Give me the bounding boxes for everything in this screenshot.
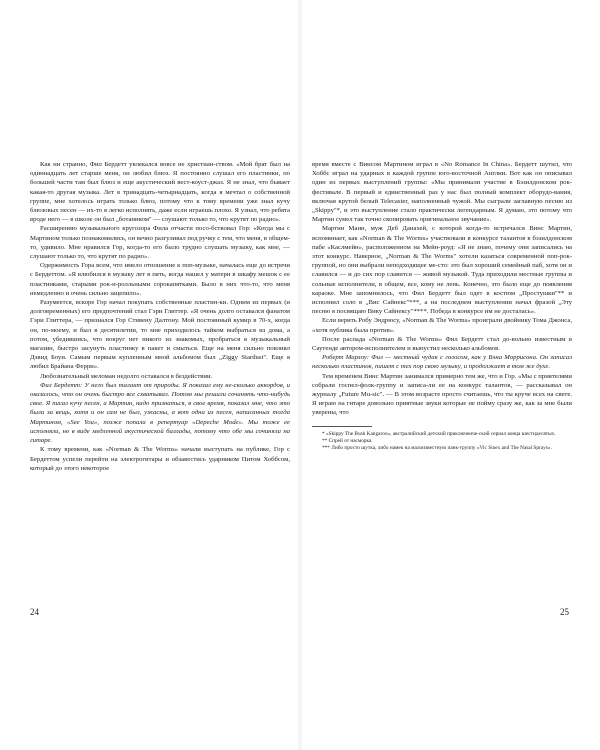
- paragraph: Одержимость Гора всем, что имело отношение к поп-музыке, началась еще до встречи с Бердеттом. «Я влюбился в музыку лет в пять, когда нашел у матери в шкафу мешок с ее пластинками, старыми рок-н-ролльными сорокапятками. Было в них что-то, что меня немедленно и очень сильно зацепило».: [30, 262, 290, 297]
- footnote: *** Либо просто шутка, либо намек на малоизвестную панк-группу «Vic Sinex and The Nasal Sprays».: [322, 445, 552, 452]
- paragraph: Тем временем Винс Мартин занимался примерно тем же, что и Гор. «Мы с приятелями собрали госпел-фолк-группу и записа-ли ее на конкурс талантов, — рассказывал он журналу „Future Mu-sic". — В этом возрасте просто считаешь, что ты круче всех на свете. Я играю на гитаре довольно приятные звуки которые не пойму сразу же, как за мне были уверены, что: [312, 372, 572, 417]
- paragraph: время вместе с Винсом Мартином играл в «No Romance In China». Бердетт шутил, что Хоббс играл на ударных в каждой группе юго-восточной Англии. Вот как он описывал один из первых выступлений группы: «Мы принимали участие в Бэзилдонском рок-фестивале. В первый и единственный раз у нас был полный комплект оборудо-вания, включая крутой белый Telecaster, наполненный чужой. Мы сыграли заглавную песню из „Skippy"*, и это выступление стало практически легендарным. Я думаю, это потому что Мартин сумел так точно скопировать оригинальное звучание».: [312, 161, 572, 224]
- footnote: * «Skippy The Bush Kangaroo», австралийский детский приключенче-ский сериал конца шестидесятых.: [322, 430, 556, 437]
- page-number: 25: [560, 607, 569, 617]
- left-page: [30, 160, 290, 590]
- quote-paragraph: Роберт Марлоу: Фил — местный чудак с голосом, как у Вэна Моррисона. Он записал несколько пластинок, пишет с тех пор свою музыку, и продолжает в том же духе.: [312, 354, 572, 371]
- page-number: 24: [30, 607, 39, 617]
- quote-paragraph: Фил Бердетт: У него был талант от природы. Я показал ему не-сколько аккордов, и оказалось, что он очень быстро все схватывал. Потом мы решили сочинять что-нибудь свое. Я писал кучу песен, а Мартин, надо признаться, в свое время, показал мне, что это была за вещь, хотя и он сам не был, ужасны, а вот одна из песен, написанных тогда Мартином, «See You», позже попала в репертуар «Depeche Mode». Мы тоже ее исполняли, но в виде медленной акустической баллады, потому что обе мы сочиняли на гитаре.: [30, 381, 290, 445]
- paragraph: Мартин Манн, муж Деб Данахей, с которой когда-то встречался Винс Мартин, вспоминает, как «Norman & The Worms» участвовали в конкурсе талантов в бэзилдонском пабе «Каслмейн», расположенном на Мейн-роуд: «Я не знаю, почему они записались на этот конкурс. Наверное, „Norman & The Worms" хотели казаться современной поп-рок-группой, но они выбрали неподходящее ме-сто: это был хороший семейный паб, хотя он и славился — и до сих пор славится — живой музыкой. Туда приходили местные группы и сольные исполнители, в общем, все, кому не лень. Конечно, это было еще до появления караоке. Мне запомнилось, что Фил Бердетт был одет в костюм „Простушки"** и исполнил соло в „Вис Сайнекс"***, а на последнем выступлении начал фразой „Эту песню я посвящаю Вику Сайнексу"****. Победа в конкурсе им не досталась».: [312, 225, 572, 316]
- footnote-divider: [312, 426, 372, 427]
- paragraph: Разумеется, вскоре Гор начал покупать собственные пластин-ки. Одним из первых (и долговременных) его предпочтений стал Гэри Глиттер. «Я очень долго оставался фанатом Гэри Глиттера, — признался Гор Стивену Далтону. Мой постоянный кумир в 70-х, когда он, по-моему, и был в десятилетии, то мне приходилось тайком выбраться из дома, а потом, убедившись, что вокруг нет никого из знакомых, пробраться в музыкальный магазин, быстро засунуть пластинку в пакет и смыться. Еще на меня сильно повлиял Дэвид Боуи. Самым первым купленным мной альбомом был „Ziggy Stardust". Еще я любил Брайана Ферри».: [30, 299, 290, 371]
- paragraph: Расширению музыкального кругозора Фила отчасти посо-бствовал Гор: «Когда мы с Мартином только познакомились, он вечно разгуливал под ручку с тем, что меня, в общем-то, удивило. Мне нравился Гор, когда-то его было трудно слушать музыку, как мне, — слушают только то, что крутят по радио».: [30, 225, 290, 261]
- footnote: ** Спрей от насморка.: [322, 437, 373, 444]
- paragraph: К тому времени, как «Norman & The Worms» начали выступать на публике, Гор с Бердеттом успели перейти на электрогитары и обзавестись ударником Питом Хоббсом, который до этого некоторое: [30, 446, 290, 472]
- right-page: [312, 160, 572, 590]
- book-gutter: [297, 0, 303, 750]
- paragraph: После распада «Norman & The Worms» Фил Бердетт стал до-вольно известным в Саутенде автором-исполнителем и выпустил несколько альбомов.: [312, 335, 572, 353]
- paragraph: Любознательный меломан недолго оставался в бездействии.: [40, 372, 213, 380]
- paragraph: Как ни странно, Фил Бердетт увлекался вовсе не христиан-ством. «Мой брат был на одиннадцать лет старше меня, он любил блюз. Я постоянно слушал его пластинки, по большей части там был блюз и еще акустический вест-коуст-джаз. Я не знал, что бывает какая-то другая музыка. Лет в тринадцать-четырнадцать, когда я мечтал о собственной группе, мне хотелось играть только блюз, потому что к тому времени уже знал кучу блюзовых песен — их-то я легко исполнять, даже если играешь плохо. Я узнал, что ребята вроде него — в школе он был „ботаником" — слушают только то, что крутят по радио».: [30, 161, 290, 224]
- paragraph: Если верить Робу Эндрюсу, «Norman & The Worms» проиграли двойнику Тома Джонса, «хотя публика была против».: [312, 317, 572, 334]
